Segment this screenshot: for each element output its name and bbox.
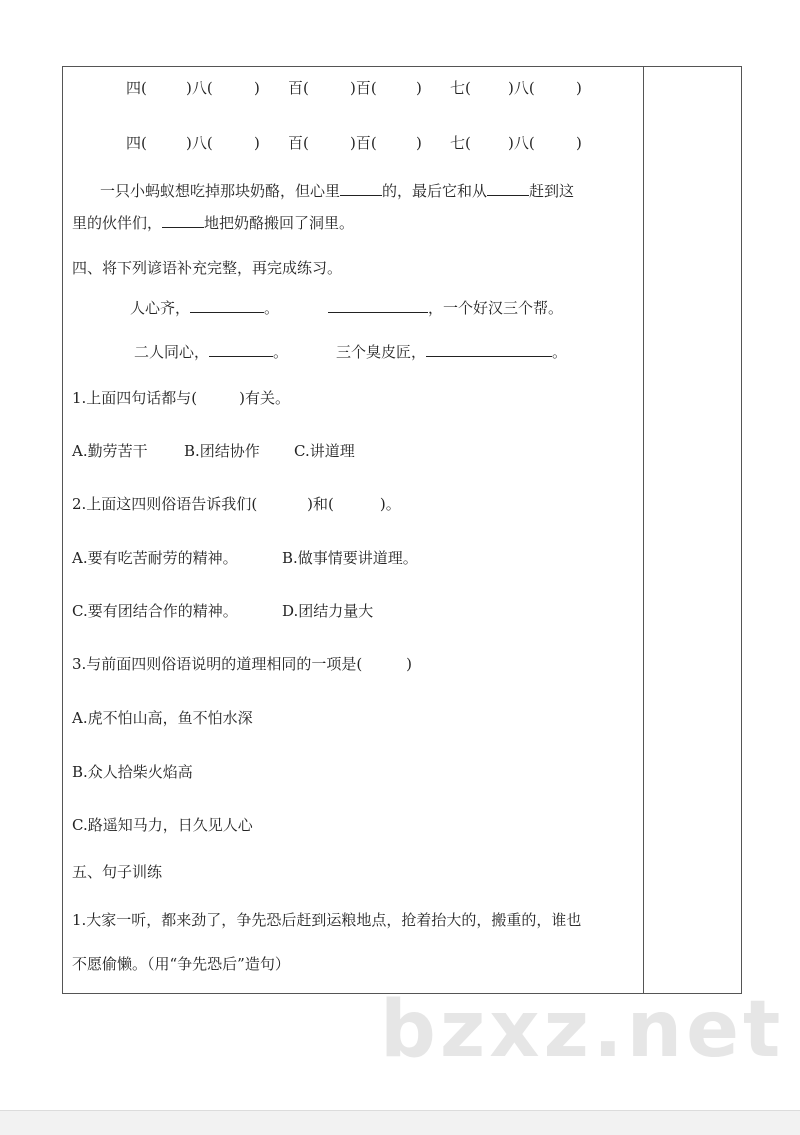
q2-option-a: A.要有吃苦耐劳的精神。 xyxy=(72,549,238,567)
proverb-4-blank[interactable] xyxy=(426,342,552,357)
q3-option-c: C.路遥知马力，日久见人心 xyxy=(72,816,253,834)
row2-cell-6: ) xyxy=(416,134,422,152)
story-line-2 xyxy=(72,213,354,233)
section5-q1-line-1: 1.大家一听，都来劲了，争先恐后赶到运粮地点，抢着抬大的，搬重的，谁也 xyxy=(72,911,582,929)
q2-option-b: B.做事情要讲道理。 xyxy=(282,549,418,567)
row1-cell-7: 七( xyxy=(450,79,471,97)
fill-row-2 xyxy=(0,133,800,153)
question-4-2 xyxy=(72,494,401,514)
story-text-2a: 里的伙伴们， xyxy=(72,214,163,232)
q1-end: )有关。 xyxy=(239,389,291,407)
row1-cell-1: 四( xyxy=(126,79,147,97)
row1-cell-6: ) xyxy=(416,79,422,97)
section5-q1-line-2: 不愿偷懒。（用“争先恐后”造句） xyxy=(72,955,290,973)
proverb-4-end: 。 xyxy=(552,343,568,361)
proverb-1-end: 。 xyxy=(264,299,280,317)
row1-cell-4: 百( xyxy=(288,79,309,97)
row2-cell-8: )八( xyxy=(508,134,535,152)
proverb-3-end: 。 xyxy=(273,343,289,361)
q1-text: 1.上面四句话都与( xyxy=(72,389,198,407)
proverb-3 xyxy=(134,342,288,362)
q1-option-c: C.讲道理 xyxy=(294,442,355,460)
q2-option-d: D.团结力量大 xyxy=(282,602,374,620)
proverb-3-text: 二人同心， xyxy=(134,343,210,361)
row2-cell-2: )八( xyxy=(186,134,213,152)
section5-heading: 五、句子训练 xyxy=(72,863,163,881)
story-text-2b: 地把奶酪搬回了洞里。 xyxy=(204,214,355,232)
row1-cell-2: )八( xyxy=(186,79,213,97)
proverb-4 xyxy=(336,342,567,362)
row2-cell-4: 百( xyxy=(288,134,309,152)
q2-text: 2.上面这四则俗语告诉我们( xyxy=(72,495,258,513)
story-line-1 xyxy=(100,181,574,201)
proverb-1-text: 人心齐， xyxy=(130,299,191,317)
row1-cell-5: )百( xyxy=(350,79,377,97)
row2-cell-9: ) xyxy=(576,134,582,152)
proverb-2-blank[interactable] xyxy=(328,298,428,313)
q2-mid: )和( xyxy=(307,495,334,513)
row2-cell-5: )百( xyxy=(350,134,377,152)
question-4-3 xyxy=(72,654,412,674)
row1-cell-9: ) xyxy=(576,79,582,97)
story-text-1a: 一只小蚂蚁想吃掉那块奶酪，但心里 xyxy=(100,182,341,200)
section4-heading: 四、将下列谚语补充完整，再完成练习。 xyxy=(72,259,343,277)
proverb-4-text: 三个臭皮匠， xyxy=(336,343,427,361)
q3-end: ) xyxy=(406,655,413,673)
row1-cell-8: )八( xyxy=(508,79,535,97)
row2-cell-3: ) xyxy=(254,134,260,152)
column-divider xyxy=(643,66,644,994)
q3-option-a: A.虎不怕山高，鱼不怕水深 xyxy=(72,709,253,727)
story-blank-3[interactable] xyxy=(162,213,204,228)
proverb-2-text: ，一个好汉三个帮。 xyxy=(428,299,564,317)
row2-cell-7: 七( xyxy=(450,134,471,152)
q2-option-c: C.要有团结合作的精神。 xyxy=(72,602,238,620)
worksheet-frame xyxy=(62,66,742,994)
proverb-2 xyxy=(328,298,563,318)
q3-text: 3.与前面四则俗语说明的道理相同的一项是( xyxy=(72,655,363,673)
story-text-1b: 的，最后它和从 xyxy=(382,182,488,200)
q1-option-a: A.勤劳苦干 xyxy=(72,442,148,460)
story-blank-1[interactable] xyxy=(340,181,382,196)
q1-options xyxy=(72,441,355,461)
question-4-1 xyxy=(72,388,290,408)
row2-cell-1: 四( xyxy=(126,134,147,152)
proverb-1 xyxy=(130,298,279,318)
fill-row-1 xyxy=(0,78,800,98)
viewer-bottom-bar xyxy=(0,1110,800,1135)
proverb-1-blank[interactable] xyxy=(190,298,264,313)
q1-option-b: B.团结协作 xyxy=(184,442,260,460)
story-text-1c: 赶到这 xyxy=(529,182,575,200)
watermark: bzxz.net xyxy=(380,985,785,1075)
q2-end: )。 xyxy=(379,495,401,513)
story-blank-2[interactable] xyxy=(487,181,529,196)
proverb-3-blank[interactable] xyxy=(209,342,273,357)
row1-cell-3: ) xyxy=(254,79,260,97)
q3-option-b: B.众人拾柴火焰高 xyxy=(72,763,193,781)
